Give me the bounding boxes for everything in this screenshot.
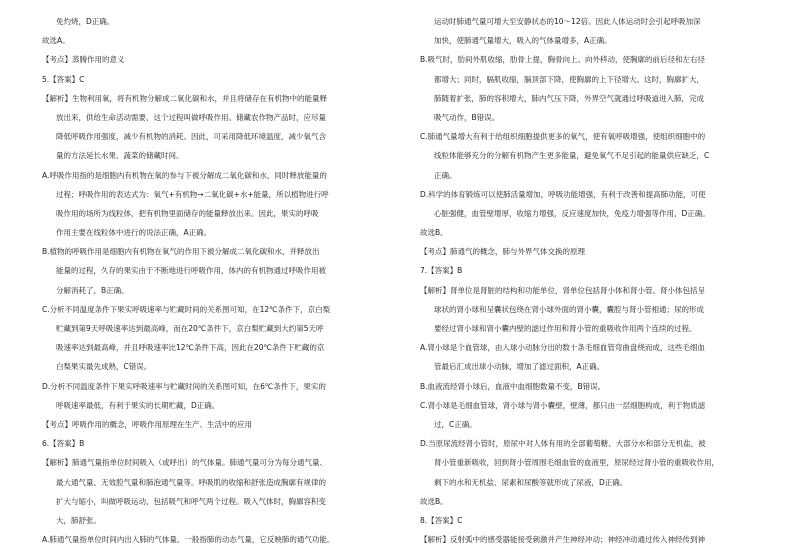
text-line: 吸作用的场所为线粒体，把有机物里面储存的能量释放出来。因此，果实的呼吸 (56, 208, 319, 218)
option-line: B.血液流经肾小球后，血液中血细胞数量不变，B错误。 (420, 381, 606, 391)
option-line: D.分析不同温度条件下果实呼吸速率与贮藏时间的关系图可知，在6℃条件下，果实的 (42, 381, 326, 391)
text-line: 呼吸速率最低，有利于果实的长期贮藏，D正确。 (56, 400, 220, 410)
analysis-line: 【解析】生物利用氧，将有机物分解成二氧化碳和水，并且将储存在有机物中的能量释 (42, 93, 327, 103)
text-line: 故选B。 (420, 228, 448, 238)
knowledge-point-line: 【考点】肺通气的概念，肺与外界气体交换的原理 (420, 247, 585, 257)
option-line: C.分析不同温度条件下果实呼吸速率与贮藏时间的关系图可知，在12℃条件下，京白梨 (42, 304, 331, 314)
option-line: D.科学的体育锻炼可以使肺活量增加，呼吸功能增强，有利于改善和提高肺功能，可使 (420, 189, 706, 199)
text-line: 要经过肾小球和肾小囊内壁的滤过作用和肾小管的重吸收作用两个连续的过程。 (434, 324, 697, 333)
answer-line: 7.【答案】B (420, 266, 463, 276)
knowledge-point-line: 【考点】呼吸作用的概念，呼吸作用原理在生产、生活中的应用 (42, 419, 252, 429)
text-line: 吸速率达到最高峰，并且呼吸速率比12℃条件下高，因此在20℃条件下贮藏的京 (56, 343, 325, 353)
text-line: 故选A。 (42, 36, 70, 46)
option-line: A.肾小球是个血管球，由入球小动脉分出的数十条毛细血管弯曲盘绕而成，这些毛细血 (420, 343, 705, 353)
text-line: 肺随着扩张，肺的容积增大，肺内气压下降，外界空气就通过呼吸道进入肺，完成 (434, 93, 704, 103)
answer-line: 5.【答案】C (42, 74, 85, 84)
left-column (42, 12, 348, 549)
text-line: 故选B。 (420, 496, 448, 506)
answer-line: 8.【答案】C (420, 515, 463, 525)
analysis-line: 【解析】反射弧中的感受器能接受刺激并产生神经冲动；神经冲动通过传入神经传到神 (420, 535, 705, 545)
option-line: B.吸气时，肋间外肌收缩，肋骨上提，胸骨向上、向外移动，使胸廓的前后径和左右径 (420, 55, 706, 65)
text-line: 能量的过程，久存的果实由于不断地进行呼吸作用，体内的有机物通过呼吸作用被 (56, 266, 326, 276)
text-line: 吸气动作，B错误。 (434, 112, 500, 122)
analysis-line: 【解析】肺通气量指单位时间吸入（或呼出）的气体量。肺通气量可分为每分通气量、 (42, 458, 327, 468)
text-line: 贮藏到第9天呼吸速率达到最高峰，而在20℃条件下，京白梨贮藏到大约第5天呼 (56, 324, 324, 333)
text-line: 过，C正确。 (434, 419, 477, 429)
text-line: 白梨果实最先成熟，C错误。 (56, 362, 152, 372)
option-line: A.肺通气量指单位时间内出入肺的气体量。一般指肺的动态气量，它反映肺的通气功能。 (42, 535, 335, 545)
option-line: C.肾小球是毛细血管球，肾小球与肾小囊壁，壁薄，都只由一层细胞构成，利于物质滤 (420, 400, 706, 410)
answer-line: 6.【答案】B (42, 439, 85, 449)
text-line: 心脏强健，血管壁增厚，收缩力增强，反应速度加快，免疫力增强等作用，D正确。 (434, 208, 710, 218)
text-line: 作用主要在线粒体中进行的说法正确，A正确。 (56, 228, 212, 238)
text-line: 过程；呼吸作用的表达式为：氧气+有机物→二氧化碳+水+能量，所以植物进行呼 (56, 189, 329, 199)
right-column (420, 12, 726, 549)
option-line: C.肺通气量增大有利于给组织细胞提供更多的氧气，使有氧呼吸增强，使组织细胞中的 (420, 132, 706, 142)
option-line: D.当原尿流经肾小管时，原尿中对人体有用的全部葡萄糖、大部分水和部分无机盐，被 (420, 439, 706, 449)
text-line: 正确。 (434, 170, 457, 180)
text-line: 免灼烧，D正确。 (56, 17, 115, 26)
text-line: 肾小管重新吸收，回到肾小管周围毛细血管的血液里，原尿经过肾小管的重吸收作用， (434, 458, 719, 468)
text-line: 运动时肺通气量可增大至安静状态的10～12倍。因此人体运动时会引起呼吸加深 (434, 17, 701, 26)
text-line: 管最后汇成出球小动脉，增加了滤过面积，A正确。 (434, 362, 605, 372)
text-line: 都增大；同时，膈肌收缩，膈顶部下降，使胸廓的上下径增大。这时，胸廓扩大， (434, 74, 704, 84)
text-line: 线粒体能够充分的分解有机物产生更多能量，避免氧气不足引起的能量供应缺乏，C (434, 151, 710, 161)
text-line: 量的方法延长水果、蔬菜的储藏时间。 (56, 151, 184, 161)
text-line: 球状的肾小球和呈囊状包绕在肾小球外面的肾小囊，囊腔与肾小管相通；尿的形成 (434, 304, 704, 314)
text-line: 扩大与缩小，叫做呼吸运动，包括吸气和呼气两个过程。吸入气体时，胸廓容积变 (56, 496, 326, 506)
text-line: 最大通气量、无效腔气量和肺泡通气量等。呼吸肌的收缩和舒张造成胸廓有规律的 (56, 477, 326, 487)
knowledge-point-line: 【考点】蒸腾作用的意义 (42, 55, 125, 65)
option-line: B.植物的呼吸作用是细胞内有机物在氧气的作用下被分解成二氧化碳和水，并释放出 (42, 247, 320, 257)
text-line: 加快，使肺通气量增大，吸入的气体量增多，A正确。 (434, 36, 612, 46)
option-line: A.呼吸作用指的是细胞内有机物在氧的参与下被分解成二氧化碳和水，同时释放能量的 (42, 170, 327, 180)
analysis-line: 【解析】肾单位是肾脏的结构和功能单位，肾单位包括肾小体和肾小管。肾小体包括呈 (420, 285, 705, 295)
text-line: 放出来，供给生命活动需要，这个过程叫做呼吸作用。储藏农作物产品时，应尽量 (56, 112, 326, 122)
text-line: 分解消耗了，B正确。 (56, 285, 129, 295)
text-line: 剩下的水和无机盐、尿素和尿酸等就形成了尿液，D正确。 (434, 477, 628, 487)
text-line: 大，肺舒张。 (56, 515, 101, 525)
text-line: 降低呼吸作用强度，减少有机物的消耗。因此，可采用降低环境温度，减少氧气含 (56, 132, 326, 142)
